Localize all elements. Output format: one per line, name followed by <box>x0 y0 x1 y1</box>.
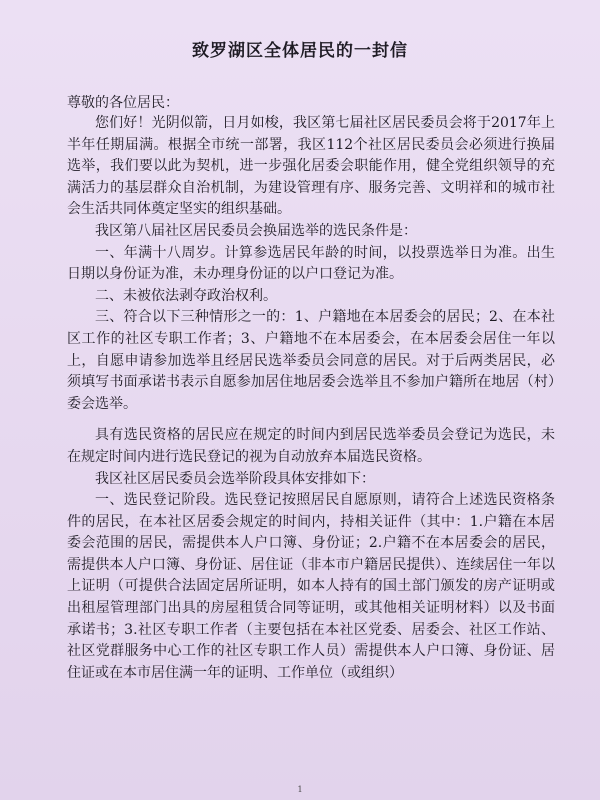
paragraph-registration-notice: 具有选民资格的居民应在规定的时间内到居民选举委员会登记为选民，未在规定时间内进行选民登记的视为自动放弃本届选民资格。 <box>67 427 555 465</box>
paragraph-schedule-intro: 我区社区居民委员会选举阶段具体安排如下： <box>95 470 375 487</box>
paragraph-condition-residency: 三、符合以下三种情形之一的：1、户籍地在本居委会的居民；2、在本社区工作的社区专职工作者；3、户籍地不在本居委会，在本居委会居住一年以上，自愿申请参加选举且经居民选举委员会同意的居民。对于后两类居民，必须填写书面承诺书表示自愿参加居住地居委会选举且不参加户籍所在地居（村）委会选举。 <box>67 309 555 412</box>
paragraph-condition-age: 一、年满十八周岁。计算参选居民年龄的时间，以投票选举日为准。出生日期以身份证为准，未办理身份证的以户口登记为准。 <box>67 244 555 283</box>
paragraph-registration-stage: 一、选民登记阶段。选民登记按照居民自愿原则，请符合上述选民资格条件的居民，在本社区居委会规定的时间内，持相关证件（其中：1.户籍在本居委会范围的居民，需提供本人户口簿、身份证；2.户籍不在本居委会的居民，需提供本人户口簿、身份证、居住证（非本市户籍居民提供）、连续居住一年以上证明（可提供合法固定居所证明，如本人持有的国土部门颁发的房产证明或出租屋管理部门出具的房屋租赁合同等证明，或其他相关证明材料）以及书面承诺书；3.社区专职工作者（主要包括在本社区党委、居委会、社区工作站、社区党群服务中心工作的社区专职工作人员）需提供本人户口簿、身份证、居住证或在本市居住满一年的证明、工作单位（或组织） <box>67 492 555 681</box>
page-number: 1 <box>297 785 303 794</box>
paragraph-voter-conditions-intro: 我区第八届社区居民委员会换届选举的选民条件是： <box>95 222 417 239</box>
letter-title: 致罗湖区全体居民的一封信 <box>192 41 408 61</box>
paragraph-opening: 您们好！光阴似箭，日月如梭，我区第七届社区居民委员会将于2017年上半年任期届满。根据全市统一部署，我区112个社区居民委员会必须进行换届选举，我们要以此为契机，进一步强化居委会职能作用，健全党组织领导的充满活力的基层群众自治机制，为建设管理有序、服务完善、文明祥和的城市社会生活共同体奠定坚实的组织基础。 <box>67 115 555 218</box>
letter-greeting: 尊敬的各位居民： <box>67 95 179 111</box>
paragraph-condition-rights: 二、未被依法剥夺政治权利。 <box>95 287 277 304</box>
letter-body <box>67 113 555 684</box>
